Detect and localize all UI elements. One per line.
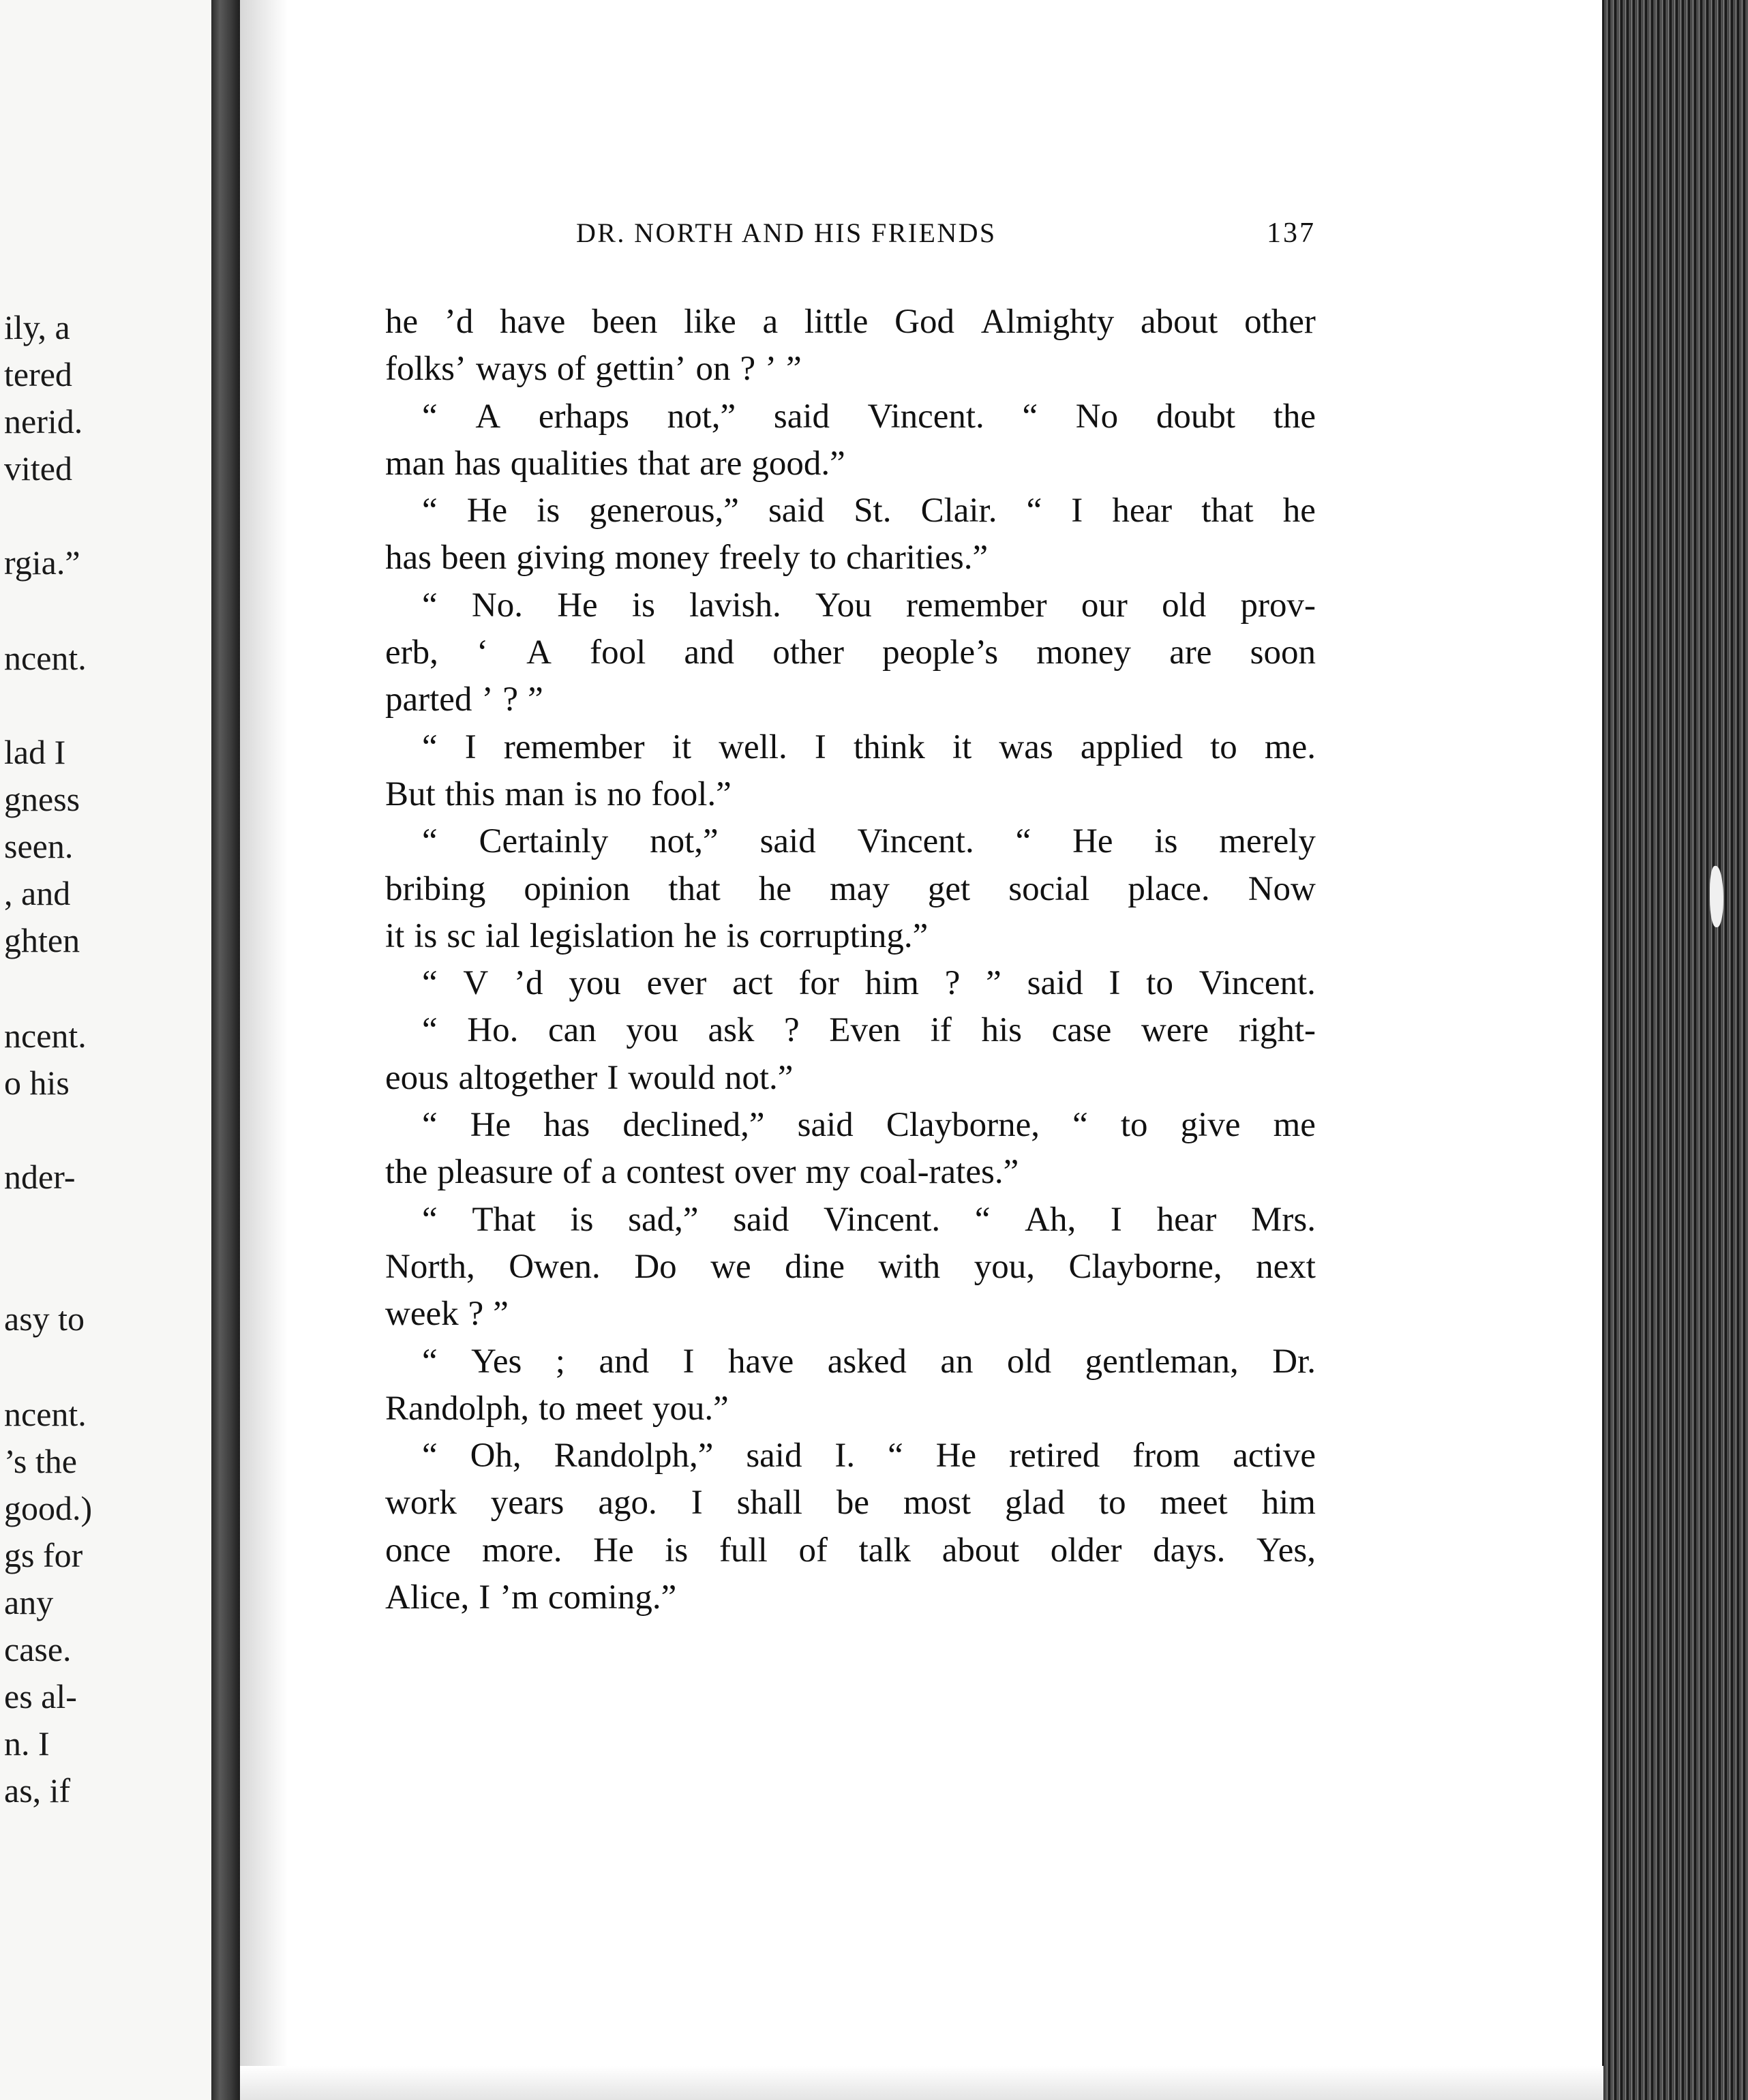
text-line: “ Oh, Randolph,” said I. “ He retired from active — [422, 1437, 1316, 1475]
gutter-shadow — [240, 0, 288, 2100]
bottom-shadow — [240, 2066, 1603, 2100]
text-line: “ I remember it well. I think it was applied to me. — [422, 728, 1316, 766]
left-page-fragment — [0, 0, 211, 2100]
left-page-line: lad I — [4, 733, 66, 771]
text-line: “ Certainly not,” said Vincent. “ He is merely — [422, 822, 1316, 861]
text-line: Alice, I ’m coming.” — [385, 1578, 677, 1617]
text-line: folks’ ways of gettin’ on ? ’ ” — [385, 350, 802, 389]
text-line: it is sc ial legislation he is corrupting.” — [385, 916, 929, 955]
left-page-line: nder- — [4, 1158, 76, 1196]
left-page-line: ghten — [4, 921, 80, 959]
left-page-line: rgia.” — [4, 543, 80, 582]
text-line: man has qualities that are good.” — [385, 444, 845, 483]
left-page-line: case. — [4, 1630, 72, 1668]
left-page-line: ncent. — [4, 1017, 87, 1055]
text-line: has been giving money freely to charities.” — [385, 539, 989, 578]
left-page-line: tered — [4, 355, 72, 393]
left-page-line: o his — [4, 1064, 70, 1102]
text-line: “ Yes ; and I have asked an old gentleman, Dr. — [422, 1342, 1316, 1381]
text-line: work years ago. I shall be most glad to meet him — [385, 1484, 1316, 1522]
text-line: But this man is no fool.” — [385, 775, 732, 813]
text-line: “ He is generous,” said St. Clair. “ I hear that he — [422, 492, 1316, 530]
left-page-line: n. I — [4, 1724, 50, 1762]
text-line: “ A erhaps not,” said Vincent. “ No doubt the — [422, 397, 1316, 436]
left-page-line: seen. — [4, 827, 74, 865]
left-page-line: asy to — [4, 1300, 85, 1338]
text-line: “ Ho. can you ask ? Even if his case were right- — [422, 1011, 1316, 1050]
left-page-line: any — [4, 1583, 54, 1621]
text-line: eous altogether I would not.” — [385, 1058, 794, 1097]
book-page-edges — [1602, 0, 1748, 2100]
left-page-line: gs for — [4, 1536, 83, 1574]
text-line: “ V ’d you ever act for him ? ” said I to Vincent. — [422, 964, 1316, 1003]
book-gutter — [211, 0, 240, 2100]
body-text — [385, 299, 1316, 1621]
text-line: bribing opinion that he may get social place. Now — [385, 869, 1316, 908]
page-number: 137 — [1267, 217, 1316, 249]
text-line: the pleasure of a contest over my coal-rates.” — [385, 1153, 1019, 1192]
text-line: North, Owen. Do we dine with you, Clayborne, next — [385, 1247, 1316, 1286]
left-page-line: ily, a — [4, 308, 70, 346]
text-line: Randolph, to meet you.” — [385, 1389, 729, 1428]
running-head — [385, 217, 1316, 252]
left-page-line: ncent. — [4, 1395, 87, 1433]
text-line: week ? ” — [385, 1295, 509, 1334]
text-line: erb, ‘ A fool and other people’s money are soon — [385, 633, 1316, 672]
text-line: “ That is sad,” said Vincent. “ Ah, I hear Mrs. — [422, 1200, 1316, 1239]
left-page-line: gness — [4, 780, 80, 818]
text-line: parted ’ ? ” — [385, 680, 543, 719]
left-page-line: ncent. — [4, 639, 87, 677]
text-line: “ He has declined,” said Clayborne, “ to give me — [422, 1106, 1316, 1145]
left-page-line: as, if — [4, 1771, 71, 1810]
left-page-line: ’s the — [4, 1442, 77, 1480]
left-page-line: nerid. — [4, 402, 83, 440]
text-line: once more. He is full of talk about older days. Yes, — [385, 1531, 1316, 1570]
left-page-line: es al- — [4, 1677, 77, 1715]
left-page-line: good.) — [4, 1489, 93, 1527]
left-page-line: vited — [4, 449, 72, 487]
text-line: he ’d have been like a little God Almighty about other — [385, 303, 1316, 341]
running-head-title: DR. NORTH AND HIS FRIENDS — [576, 217, 997, 248]
left-page-line: , and — [4, 874, 71, 912]
text-line: “ No. He is lavish. You remember our old prov- — [422, 586, 1316, 625]
